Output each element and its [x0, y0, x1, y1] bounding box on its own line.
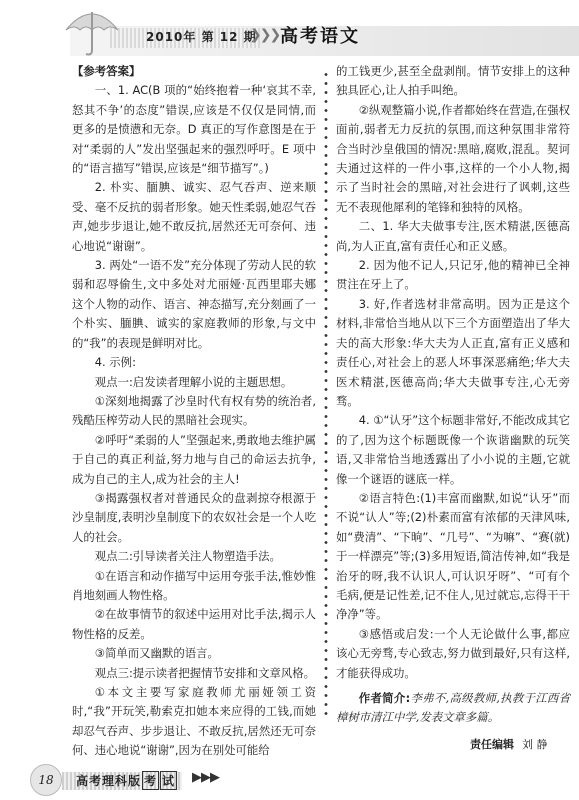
- editor-label: 责任编辑: [470, 738, 514, 751]
- right-col-paragraph: ③感悟或启发:一个人无论做什么事,都应该心无旁骛,专心致志,努力做到最好,只有这样,才能获得成功。: [336, 626, 570, 680]
- footer-title-text: 高考理科版: [76, 774, 142, 788]
- page-number: 18: [30, 764, 62, 796]
- right-col-paragraph: 2. 因为他不记人,只记牙,他的精神已全神贯注在牙上了。: [336, 258, 570, 292]
- footer-title: [76, 771, 177, 790]
- left-col-paragraph: 一、1. AC(B 项的“始终抱着一种‘哀其不幸,怒其不争’的态度”错误,应该是不仅仅是同情,而更多的是愤懑和无奈。D 真正的写作意图是在于对“柔弱的人”发出坚强起来的强烈呼吁。E 项中的“语言描写”错误,应该是“细节描写”。): [72, 83, 316, 176]
- umbrella-icon: [60, 4, 124, 58]
- left-col-paragraph: ②在故事情节的叙述中运用对比手法,揭示人物性格的反差。: [72, 607, 316, 641]
- left-col-paragraph: 4. 示例:: [94, 355, 136, 370]
- header-title: 高考语文: [280, 26, 360, 47]
- right-col-paragraph: ②纵观整篇小说,作者都始终在营造,在强权面前,弱者无力反抗的氛围,而这种氛围非常符合当时沙皇俄国的情况:黑暗,腐败,混乱。契诃夫通过这样的一件小事,这样的一个小人物,揭示了当时社会的黑暗,对社会进行了讽刺,这些无不表现他犀利的笔锋和独特的风格。: [336, 102, 570, 214]
- left-col-paragraph: 观点三:提示读者把握情节安排和文章风格。: [94, 665, 316, 680]
- left-col-paragraph: 【参考答案】: [72, 64, 141, 78]
- right-col-paragraph: 3. 好,作者选材非常高明。因为正是这个材料,非常恰当地从以下三个方面塑造出了华大夫的高大形象:华大夫为人正直,富有正义感和责任心,对社会上的恶人坏事深恶痛绝;华大夫医术精湛,医德高尚;华大夫做事专注,心无旁骛。: [336, 296, 570, 408]
- left-col-paragraph: ③简单而又幽默的语言。: [94, 646, 219, 661]
- issue-label: 2010年 第 12 期: [146, 30, 257, 44]
- right-col-paragraph: ②语言特色:(1)丰富而幽默,如说“认牙”而不说“认人”等;(2)朴素而富有浓郁的天津风味,如“费清”、“下晌”、“几号”、“为嘛”、“赛(就)于一样漂亮”等;(3)多用短语,简洁传神,如“我是治牙的呀,我不认识人,可认识牙呀”、“可有个毛病,便是记性差,记不住人,见过就忘,忘得干干净净”等。: [336, 490, 570, 622]
- column-divider: [321, 70, 331, 720]
- header-arrows: ❯❯❯: [250, 27, 280, 43]
- left-column: [72, 62, 316, 761]
- left-col-paragraph: ①在语言和动作描写中运用夸张手法,惟妙惟肖地刻画人物性格。: [72, 568, 316, 602]
- left-col-paragraph: 2. 朴实、腼腆、诚实、忍气吞声、逆来顺受、毫不反抗的弱者形象。她天性柔弱,她忍气吞声,她步步退让,她不敢反抗,居然还无可奈何、违心地说“谢谢”。: [72, 180, 316, 253]
- left-col-paragraph: ①深刻地揭露了沙皇时代有权有势的统治者,残酷压榨劳动人民的黑暗社会现实。: [72, 393, 316, 428]
- footer-arrows: ▶▶▶: [192, 770, 219, 785]
- right-col-paragraph: 的工钱更少,甚至全盘剥削。情节安排上的这种独具匠心,让人拍手叫绝。: [336, 64, 570, 98]
- right-col-paragraph: 二、1. 华大夫做事专注,医术精湛,医德高尚,为人正直,富有责任心和正义感。: [336, 219, 570, 253]
- left-col-paragraph: ①本文主要写家庭教师尤丽娅领工资时,“我”开玩笑,勒索克扣她本来应得的工钱,而她却忍气吞声、步步退让、不敢反抗,居然还无可奈何、违心地说“谢谢”,因为在别处可能给: [72, 685, 316, 758]
- left-col-paragraph: 观点一:启发读者理解小说的主题思想。: [94, 374, 293, 389]
- author-bio-text: 李弗不,高级教师,执教于江西省樟树市清江中学,发表文章多篇。: [336, 691, 571, 725]
- page-header: [0, 0, 579, 58]
- left-col-paragraph: 3. 两处“一语不发”充分体现了劳动人民的软弱和忍辱偷生,文中多处对尤丽娅·瓦西里耶夫娜这个人物的动作、语言、神态描写,充分刻画了一个朴实、腼腆、诚实的家庭教师的形象,与文中的“我”的表现是鲜明对比。: [72, 258, 316, 350]
- right-col-paragraph: 4. ①“认牙”这个标题非常好,不能改成其它的了,因为这个标题既像一个诙谐幽默的玩笑语,又非常恰当地透露出了小小说的主题,它就像一个谜语的谜底一样。: [336, 413, 570, 486]
- footer-box-2: 试: [160, 771, 177, 790]
- author-bio: [336, 689, 570, 728]
- footer-box-1: 考: [142, 771, 159, 790]
- editor-name: 刘 静: [522, 738, 548, 751]
- left-col-paragraph: ③揭露强权者对普通民众的盘剥掠夺根源于沙皇制度,表明沙皇制度下的农奴社会是一个人吃人的社会。: [72, 490, 316, 544]
- author-bio-label: 作者简介:: [358, 691, 411, 705]
- left-col-paragraph: 观点二:引导读者关注人物塑造手法。: [94, 549, 281, 564]
- editor-credit: [470, 736, 548, 752]
- right-column: [336, 62, 570, 728]
- left-col-paragraph: ②呼吁“柔弱的人”坚强起来,勇敢地去维护属于自己的真正利益,努力地与自己的命运去抗争,成为自己的主人,成为社会的主人!: [72, 432, 316, 486]
